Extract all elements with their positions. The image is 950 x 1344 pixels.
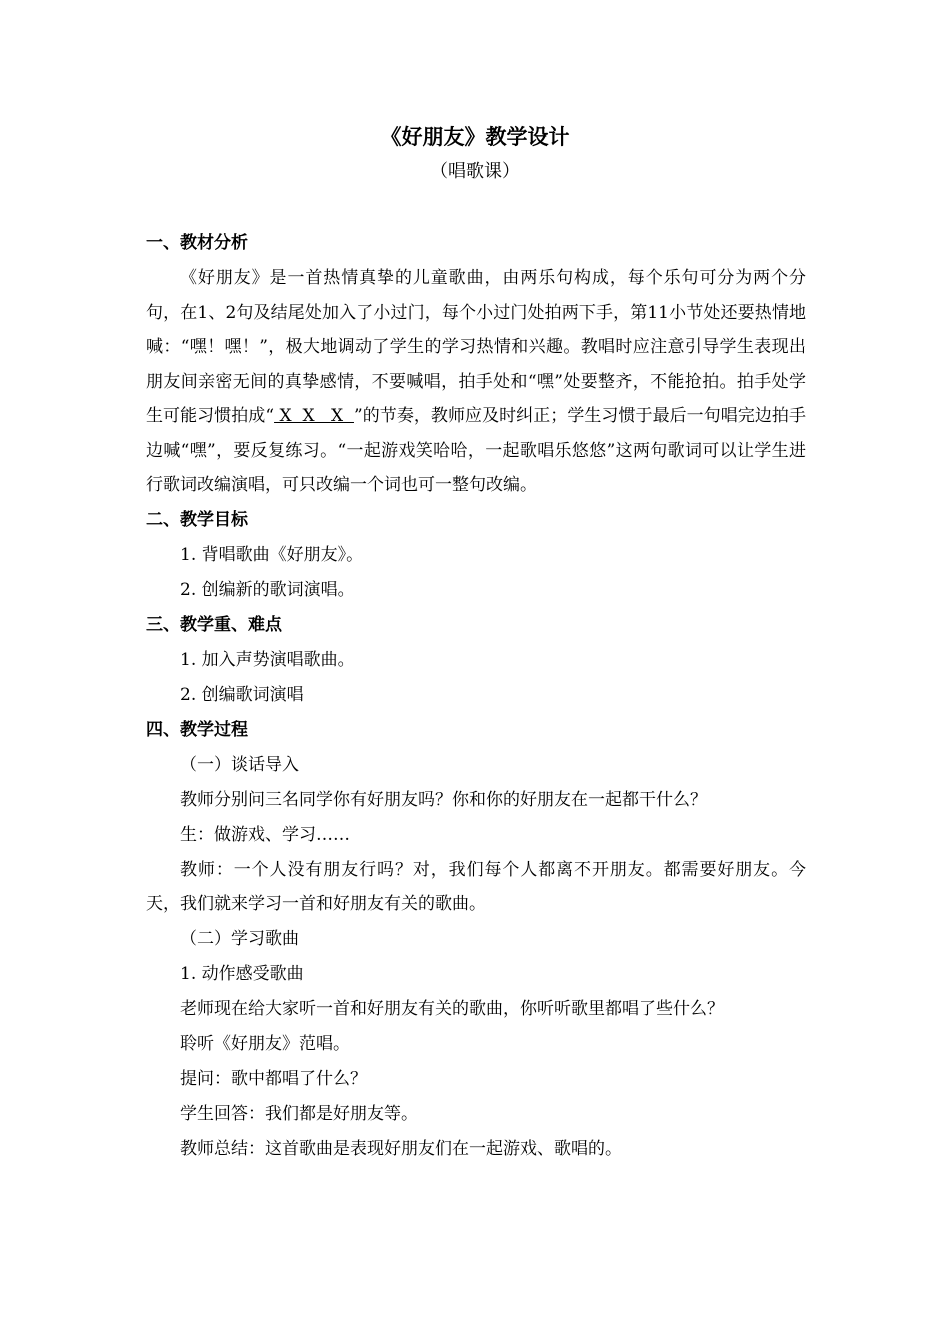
process-line: 老师现在给大家听一首和好朋友有关的歌曲，你听听歌里都唱了些什么？ (180, 998, 724, 1019)
process-line: 教师总结：这首歌曲是表现好朋友们在一起游戏、歌唱的。 (180, 1138, 622, 1159)
rhythm-pattern: X X X (274, 406, 354, 426)
section-heading-analysis: 一、教材分析 (146, 233, 248, 253)
key-point-item: 2. 创编歌词演唱 (180, 684, 304, 705)
process-paragraph: 教师：一个人没有朋友行吗？对，我们每个人都离不开朋友。都需要好朋友。今天，我们就来学习一首和好朋友有关的歌曲。 (146, 859, 806, 914)
analysis-text-a: 《好朋友》是一首热情真挚的儿童歌曲，由两乐句构成，每个乐句可分为两个分句，在1、2句及结尾处加入了小过门，每个小过门处拍两下手，第11小节处还要热情地喊：“嘿！嘿！”，极大地调动了学生的学习热情和兴趣。教唱时应注意引导学生表现出朋友间亲密无间的真挚感情，不要喊唱，拍手处和“嘿”处要整齐，不能抢拍。拍手处学生可能习惯拍成“ (146, 268, 806, 426)
step-heading: 1. 动作感受歌曲 (180, 963, 304, 984)
goal-item: 2. 创编新的歌词演唱。 (180, 579, 355, 600)
document-subtitle: （唱歌课） (430, 161, 520, 182)
process-line: 聆听《好朋友》范唱。 (180, 1033, 350, 1054)
subsection-heading-learn: （二）学习歌曲 (180, 928, 299, 949)
section-heading-key-points: 三、教学重、难点 (146, 614, 282, 635)
section-heading-process: 四、教学过程 (146, 719, 248, 740)
process-line: 学生回答：我们都是好朋友等。 (180, 1103, 418, 1124)
document-body (146, 226, 806, 1167)
section-heading-goals: 二、教学目标 (146, 509, 248, 530)
key-point-item: 1. 加入声势演唱歌曲。 (180, 649, 355, 670)
process-line: 教师分别问三名同学你有好朋友吗？你和你的好朋友在一起都干什么？ (180, 789, 707, 810)
process-line: 生：做游戏、学习…… (180, 824, 350, 845)
process-line: 提问：歌中都唱了什么？ (180, 1068, 367, 1089)
document-title: 《好朋友》教学设计 (380, 124, 570, 149)
goal-item: 1. 背唱歌曲《好朋友》。 (180, 544, 364, 565)
analysis-text-b: ”的节奏，教师应及时纠正；学生习惯于最后一句唱完边拍手边喊“嘿”，要反复练习。“一起游戏笑哈哈，一起歌唱乐悠悠”这两句歌词可以让学生进行歌词改编演唱，可只改编一个词也可一整句改编。 (146, 406, 806, 495)
analysis-paragraph (146, 261, 806, 503)
subsection-heading-intro: （一）谈话导入 (180, 754, 299, 775)
